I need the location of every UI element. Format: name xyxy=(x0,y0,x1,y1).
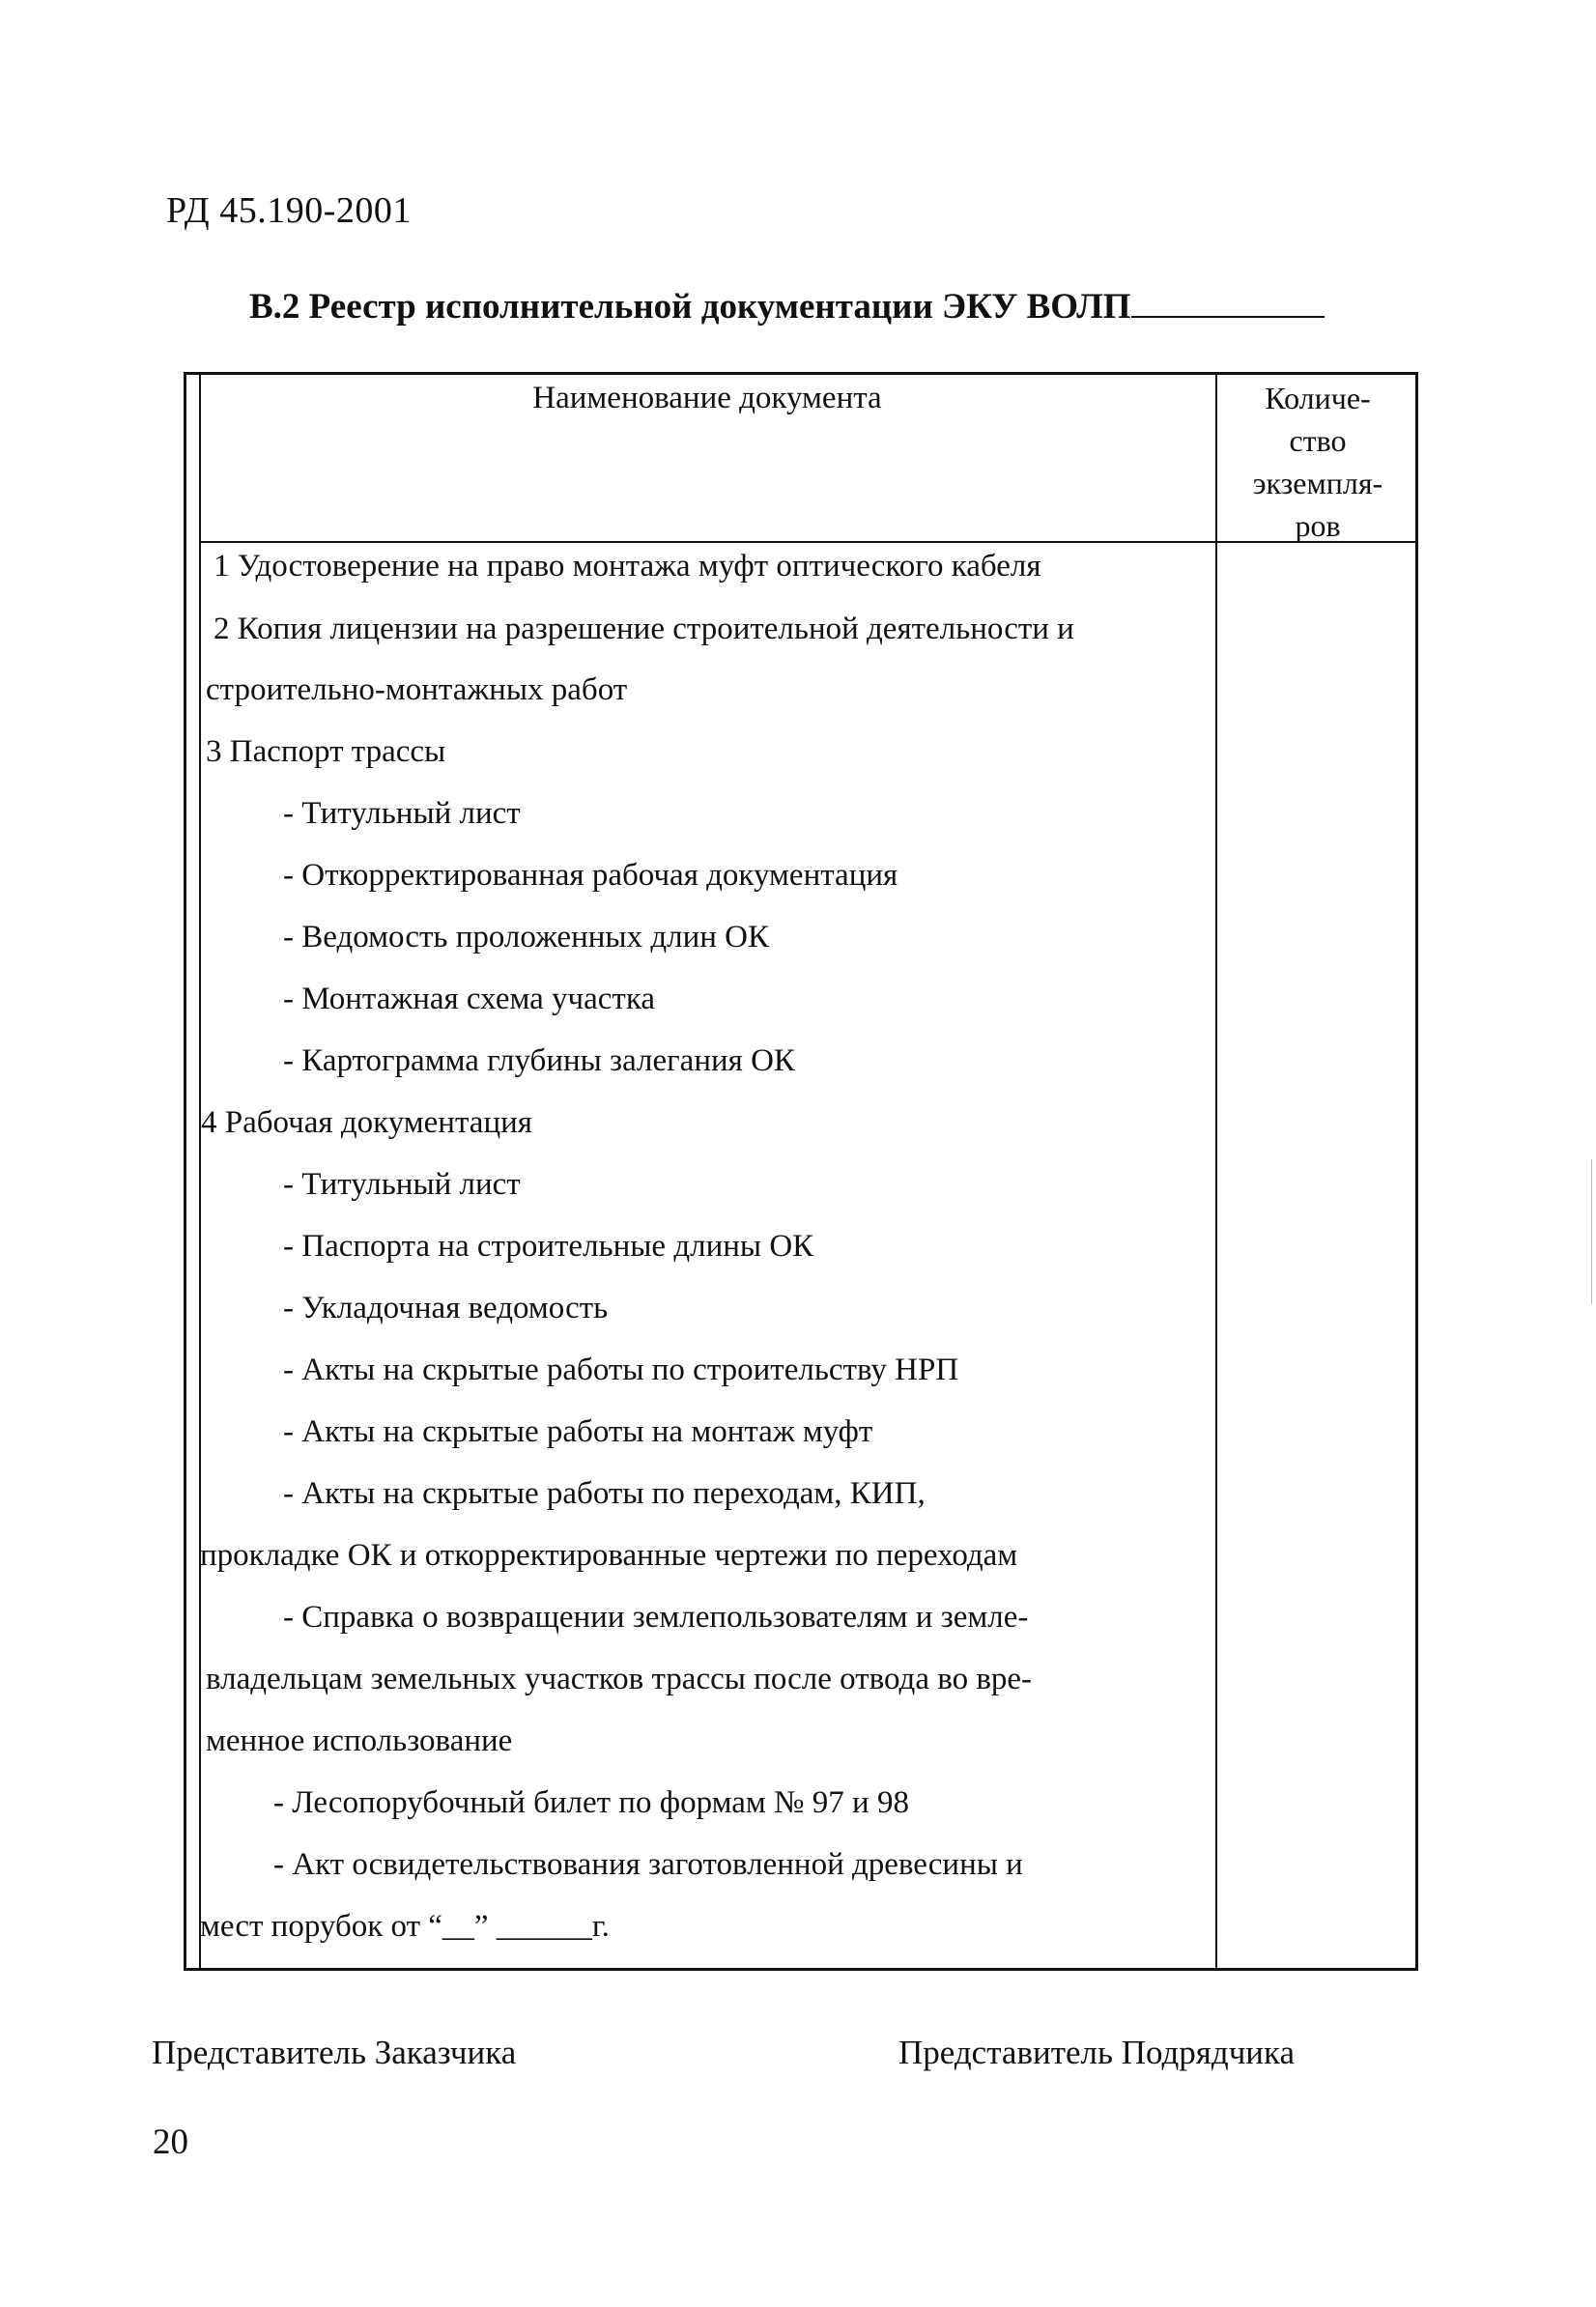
list-item: - Акты на скрытые работы по строительству НРП xyxy=(283,1353,959,1387)
list-item: мест порубок от “__” ______г. xyxy=(200,1909,610,1944)
list-item: - Титульный лист xyxy=(283,796,521,831)
list-item: 3 Паспорт трассы xyxy=(206,734,446,769)
list-item: - Укладочная ведомость xyxy=(283,1291,609,1325)
register-title xyxy=(249,286,1325,328)
list-item: - Акты на скрытые работы на монтаж муфт xyxy=(283,1414,873,1449)
table-column-divider xyxy=(1215,375,1217,1968)
title-blank-line xyxy=(1131,287,1325,318)
list-item: - Титульный лист xyxy=(283,1167,521,1202)
column-header-copies-count: Количе- ство экземпля- ров xyxy=(1252,381,1383,543)
page-number: 20 xyxy=(153,2122,188,2162)
list-item: владельцам земельных участков трассы после отвода во вре- xyxy=(206,1662,1033,1696)
list-item: строительно-монтажных работ xyxy=(206,672,628,707)
document-code: РД 45.190-2001 xyxy=(166,190,412,231)
register-table xyxy=(184,372,1418,1971)
list-item: 1 Удостоверение на право монтажа муфт оптического кабеля xyxy=(214,549,1041,584)
list-item: менное использование xyxy=(206,1723,513,1758)
list-item: 2 Копия лицензии на разрешение строительной деятельности и xyxy=(214,612,1074,646)
list-item: - Лесопорубочный билет по формам № 97 и 98 xyxy=(273,1785,909,1820)
list-item: - Картограмма глубины залегания ОК xyxy=(283,1043,795,1078)
register-title-text: В.2 Реестр исполнительной документации ЭКУ ВОЛП xyxy=(249,287,1131,327)
list-item: - Откорректированная рабочая документация xyxy=(283,858,898,893)
table-inner-left-rule xyxy=(199,375,201,1968)
column-header-document-name: Наименование документа xyxy=(532,381,882,415)
signature-contractor-representative: Представитель Подрядчика xyxy=(898,2034,1296,2071)
scan-margin-mark xyxy=(1591,1159,1592,1304)
list-item: - Паспорта на строительные длины ОК xyxy=(283,1229,814,1264)
list-item: прокладке ОК и откорректированные чертежи по переходам xyxy=(200,1538,1018,1573)
list-item: - Ведомость проложенных длин ОК xyxy=(283,920,769,954)
list-item: - Акты на скрытые работы по переходам, КИП, xyxy=(283,1476,926,1511)
list-item: 4 Рабочая документация xyxy=(201,1105,532,1140)
list-item: - Монтажная схема участка xyxy=(283,982,656,1016)
signature-customer-representative: Представитель Заказчика xyxy=(152,2034,517,2071)
list-item: - Справка о возвращении землепользователям и земле- xyxy=(283,1600,1029,1635)
list-item: - Акт освидетельствования заготовленной древесины и xyxy=(273,1847,1023,1882)
